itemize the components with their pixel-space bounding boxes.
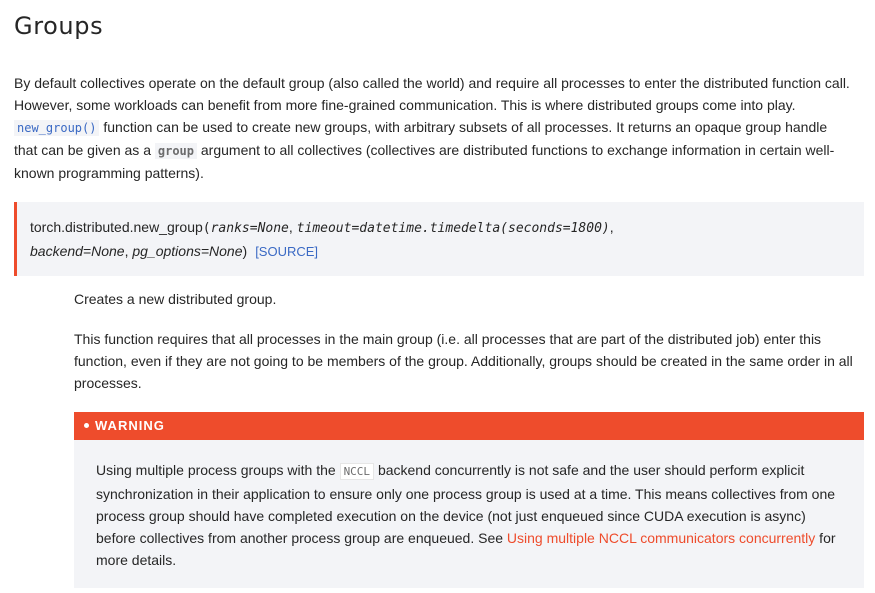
function-signature: [14, 202, 864, 276]
bullet-icon: [84, 423, 89, 428]
warning-text-1: Using multiple process groups with the: [96, 462, 340, 478]
group-code: group: [155, 143, 197, 159]
content: [14, 0, 864, 588]
param-pg-options: pg_options=None: [132, 243, 243, 259]
nccl-communicators-link[interactable]: Using multiple NCCL communicators concurrently: [506, 530, 816, 546]
warning-title: WARNING: [95, 418, 165, 433]
intro-text-1: By default collectives operate on the default group (also called the world) and require all processes to enter the distributed function call. However, some workloads can benefit from more fine-grained communication. This is where distributed groups come into play.: [14, 75, 850, 113]
intro-text-2: function can be used to create new groups, with arbitrary subsets of all processes. It returns an opaque group handle that can be given as a: [14, 119, 828, 158]
function-description: [74, 288, 864, 588]
open-paren: (: [202, 221, 211, 236]
description-details: This function requires that all processes in the main group (i.e. all processes that are part of the distributed job) enter this function, even if they are not going to be members of the group. Additionally, groups should be created in the same order in all processes.: [74, 331, 853, 391]
description-summary: Creates a new distributed group.: [74, 291, 277, 307]
function-name: torch.distributed.new_group: [30, 219, 203, 235]
section-heading: Groups: [14, 12, 104, 40]
warning-body: [74, 440, 864, 588]
param-timeout: timeout=datetime.timedelta(seconds=1800): [296, 221, 610, 236]
param-separator: ,: [609, 219, 614, 235]
intro-text-3: argument to all collectives (collectives are distributed functions to exchange information in certain well-known programming patterns).: [14, 142, 835, 181]
param-separator: ,: [124, 243, 133, 259]
close-paren: ): [242, 243, 248, 259]
param-backend: backend=None: [30, 243, 125, 259]
source-link[interactable]: [SOURCE]: [255, 244, 319, 259]
warning-text-3: for more details.: [96, 530, 836, 568]
new-group-link[interactable]: new_group(): [14, 120, 99, 136]
warning-text-2: backend concurrently is not safe and the user should perform explicit synchronization in their application to ensure only one process group is used at a time. This means collectives from one process group should have completed execution on the device (not just enqueued since CUDA execution is async) before collectives from another process group are enqueued. See: [96, 462, 836, 546]
warning-box: [74, 412, 864, 588]
param-ranks: ranks=None: [210, 221, 289, 236]
param-separator: ,: [288, 219, 297, 235]
intro-paragraph: [14, 72, 854, 184]
nccl-code: NCCL: [340, 463, 375, 480]
warning-header: [74, 412, 864, 440]
